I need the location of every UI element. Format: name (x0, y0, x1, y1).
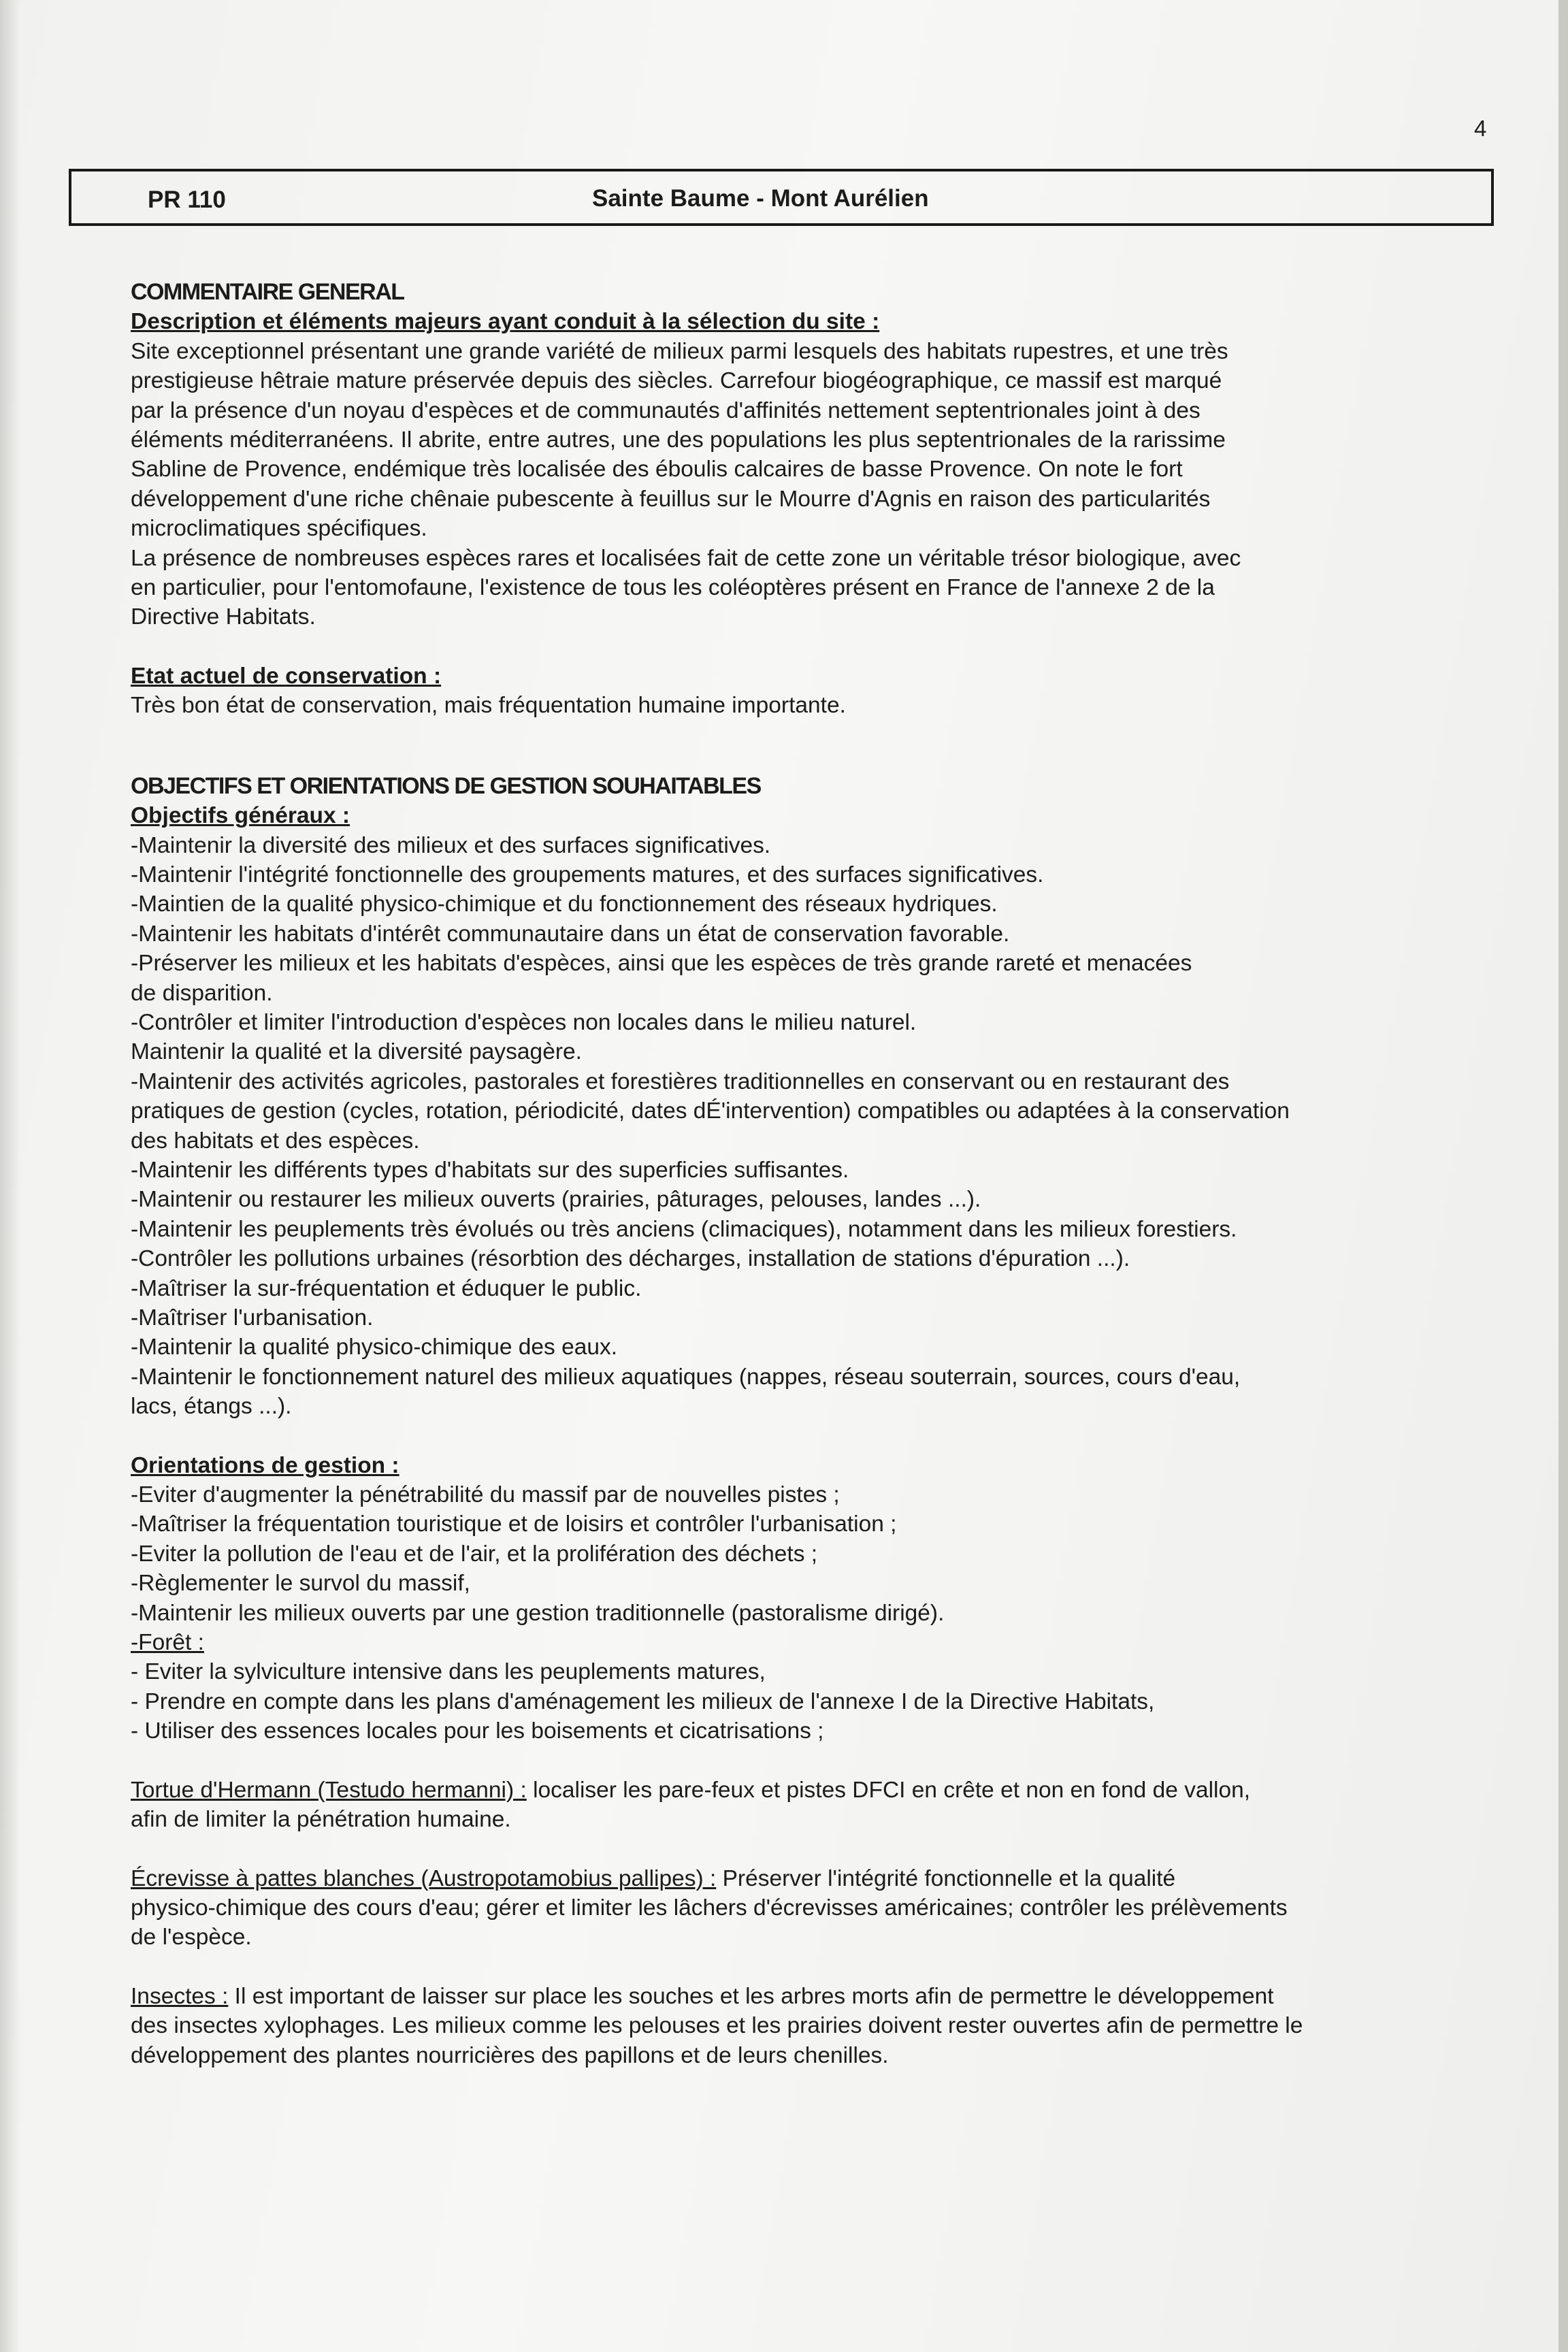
list-item: -Contrôler les pollutions urbaines (résorbtion des décharges, installation de stations d'épuration ...). (131, 1246, 1130, 1272)
list-item: -Maintenir les peuplements très évolués ou très anciens (climaciques), notamment dans les milieux forestiers. (131, 1216, 1237, 1242)
document-body (131, 278, 1465, 2070)
list-item: -Maintenir la qualité physico-chimique des eaux. (131, 1335, 618, 1360)
list-item: -Maintenir les milieux ouverts par une gestion traditionnelle (pastoralisme dirigé). (131, 1600, 945, 1626)
list-item: - Utiliser des essences locales pour les boisements et cicatrisations ; (131, 1718, 824, 1744)
list-item: -Maintenir les habitats d'intérêt communautaire dans un état de conservation favorable. (131, 921, 1010, 947)
list-item: - Prendre en compte dans les plans d'aménagement les milieux de l'annexe I de la Directive Habitats, (131, 1688, 1155, 1714)
ecrevisse-text: Préserver l'intégrité fonctionnelle et la qualité (716, 1865, 1176, 1891)
list-item: -Préserver les milieux et les habitats d'espèces, ainsi que les espèces de très grande rareté et menacées (131, 951, 1192, 977)
ecrevisse-line (131, 1864, 1465, 1893)
orientations-list (131, 1480, 1465, 1628)
header-title: Sainte Baume - Mont Aurélien (592, 185, 929, 212)
objectifs-generaux-list (131, 831, 1465, 1422)
tortue-paragraph (131, 1776, 1465, 1835)
header-code: PR 110 (148, 186, 226, 213)
list-item: de disparition. (131, 980, 273, 1006)
insectes-line (131, 1982, 1465, 2011)
tortue-text: localiser les pare-feux et pistes DFCI en crête et non en fond de vallon, (526, 1777, 1251, 1803)
objectifs-generaux-heading: Objectifs généraux : (131, 803, 350, 829)
description-line: éléments méditerranéens. Il abrite, entre autres, une des populations les plus septentrionales de la rarissime (131, 427, 1226, 453)
description-line: Sabline de Provence, endémique très localisée des éboulis calcaires de basse Provence. On note le fort (131, 457, 1183, 483)
page-shadow (0, 0, 20, 2352)
description-line: par la présence d'un noyau d'espèces et de communautés d'affinités nettement septentrionales joint à des (131, 397, 1200, 423)
list-item: -Règlementer le survol du massif, (131, 1571, 470, 1597)
list-item: -Maintenir l'intégrité fonctionnelle des groupements matures, et des surfaces significatives. (131, 862, 1044, 887)
list-item: -Contrôler et limiter l'introduction d'espèces non locales dans le milieu naturel. (131, 1009, 917, 1035)
etat-heading: Etat actuel de conservation : (131, 663, 442, 689)
list-item: - Eviter la sylviculture intensive dans les peuplements matures, (131, 1659, 766, 1685)
description-line: Directive Habitats. (131, 604, 316, 630)
insectes-line: des insectes xylophages. Les milieux comme les pelouses et les prairies doivent rester ouvertes afin de permettre le (131, 2013, 1303, 2039)
foret-heading: -Forêt : (131, 1630, 204, 1656)
insectes-text: Il est important de laisser sur place les souches et les arbres morts afin de permettre le développement (228, 1983, 1274, 2009)
objectifs-title: OBJECTIFS ET ORIENTATIONS DE GESTION SOUHAITABLES (131, 772, 761, 799)
etat-text: Très bon état de conservation, mais fréquentation humaine importante. (131, 693, 846, 719)
list-item: -Maintenir la diversité des milieux et des surfaces significatives. (131, 832, 771, 858)
list-item: pratiques de gestion (cycles, rotation, périodicité, dates dÉ'intervention) compatibles ou adaptées à la conservation (131, 1098, 1290, 1124)
list-item: -Eviter la pollution de l'eau et de l'air, et la prolifération des déchets ; (131, 1541, 818, 1567)
description-line: Site exceptionnel présentant une grande variété de milieux parmi lesquels des habitats rupestres, et une très (131, 338, 1228, 364)
list-item: -Maîtriser la sur-fréquentation et éduquer le public. (131, 1275, 642, 1301)
list-item: -Maîtriser la fréquentation touristique et de loisirs et contrôler l'urbanisation ; (131, 1512, 897, 1537)
insectes-line: développement des plantes nourricières des papillons et de leurs chenilles. (131, 2042, 889, 2068)
insectes-paragraph (131, 1982, 1465, 2070)
orientations-heading: Orientations de gestion : (131, 1452, 399, 1478)
ecrevisse-line: de l'espèce. (131, 1925, 252, 1950)
list-item: -Maîtriser l'urbanisation. (131, 1305, 374, 1330)
list-item: -Maintien de la qualité physico-chimique et du fonctionnement des réseaux hydriques. (131, 892, 998, 917)
list-item: -Maintenir le fonctionnement naturel des milieux aquatiques (nappes, réseau souterrain, sources, cours d'eau, (131, 1364, 1241, 1390)
ecrevisse-label: Écrevisse à pattes blanches (Austropotamobius pallipes) : (131, 1865, 717, 1891)
list-item: -Maintenir ou restaurer les milieux ouverts (prairies, pâturages, pelouses, landes ...). (131, 1187, 981, 1213)
description-line: prestigieuse hêtraie mature préservée depuis des siècles. Carrefour biogéographique, ce massif est marqué (131, 368, 1222, 394)
description-line: La présence de nombreuses espèces rares et localisées fait de cette zone un véritable trésor biologique, avec (131, 545, 1241, 571)
list-item: -Eviter d'augmenter la pénétrabilité du massif par de nouvelles pistes ; (131, 1482, 840, 1508)
tortue-line: afin de limiter la pénétration humaine. (131, 1807, 511, 1833)
tortue-label: Tortue d'Hermann (Testudo hermanni) : (131, 1777, 527, 1803)
list-item: lacs, étangs ...). (131, 1394, 292, 1420)
list-item: -Maintenir les différents types d'habitats sur des superficies suffisantes. (131, 1157, 849, 1183)
list-item: des habitats et des espèces. (131, 1128, 420, 1154)
ecrevisse-paragraph (131, 1864, 1465, 1953)
list-item: Maintenir la qualité et la diversité paysagère. (131, 1039, 582, 1065)
description-line: microclimatiques spécifiques. (131, 516, 427, 542)
list-item: -Maintenir des activités agricoles, pastorales et forestières traditionnelles en conservant ou en restaurant des (131, 1068, 1230, 1094)
page-number: 4 (1474, 116, 1487, 141)
description-heading: Description et éléments majeurs ayant conduit à la sélection du site : (131, 309, 880, 335)
description-paragraph (131, 337, 1465, 632)
tortue-line (131, 1776, 1465, 1805)
foret-list (131, 1657, 1465, 1746)
description-line: en particulier, pour l'entomofaune, l'existence de tous les coléoptères présent en France de l'annexe 2 de la (131, 575, 1215, 601)
description-line: développement d'une riche chênaie pubescente à feuillus sur le Mourre d'Agnis en raison des particularités (131, 486, 1211, 512)
commentaire-title: COMMENTAIRE GENERAL (131, 279, 404, 305)
insectes-label: Insectes : (131, 1983, 229, 2009)
header-box (69, 169, 1494, 226)
ecrevisse-line: physico-chimique des cours d'eau; gérer et limiter les lâchers d'écrevisses américaines; contrôler les prélèvements (131, 1895, 1288, 1921)
